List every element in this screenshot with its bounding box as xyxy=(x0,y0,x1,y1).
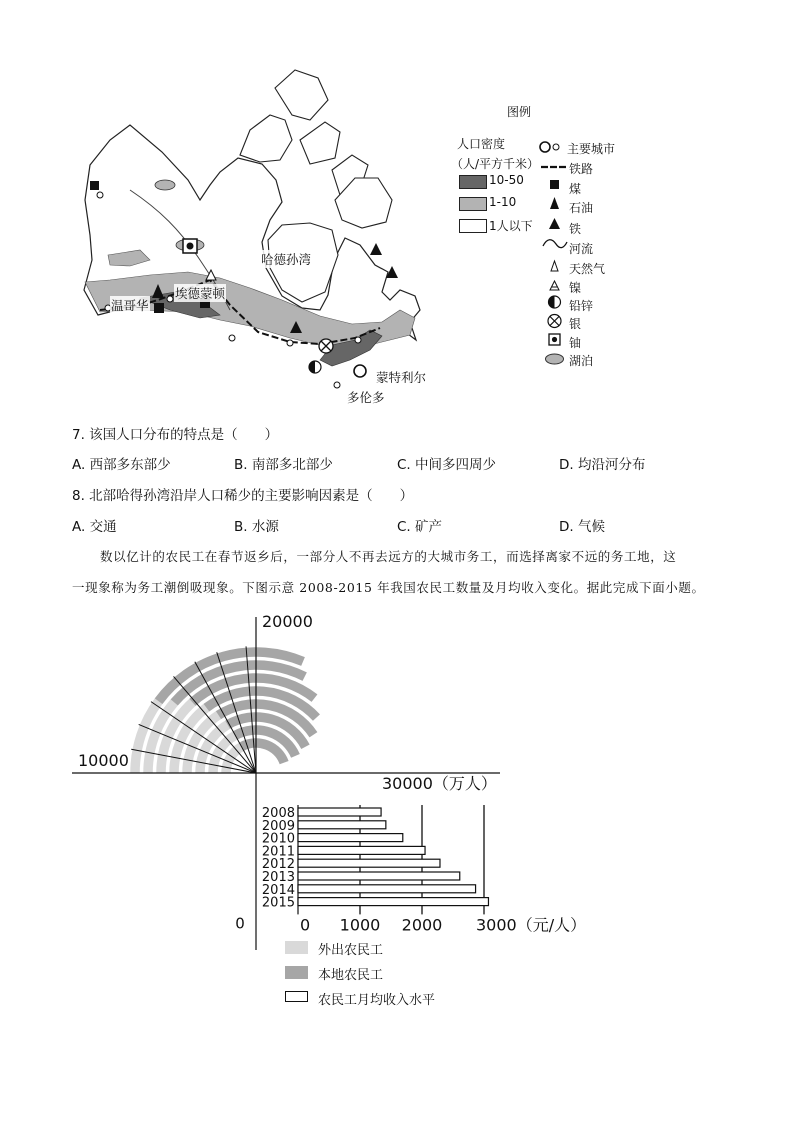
label-hudson-bay: 哈德孙湾 xyxy=(261,252,312,267)
question-7-option-c[interactable]: C. 中间多四周少 xyxy=(397,457,497,473)
passage-line-1: 数以亿计的农民工在春节返乡后，一部分人不再去远方的大城市务工，而选择离家不远的务工地，这 xyxy=(100,549,677,564)
question-7-option-a[interactable]: A. 西部多东部少 xyxy=(72,457,171,473)
year-label-2010: 2010 xyxy=(261,831,295,847)
year-label-2014: 2014 xyxy=(261,882,295,898)
arctic-island-3 xyxy=(300,122,340,164)
density-unit: （人/平方千米） xyxy=(451,157,540,171)
density-label-medium: 1-10 xyxy=(489,195,517,209)
year-label-2008: 2008 xyxy=(261,806,295,821)
iron-symbol xyxy=(370,243,382,255)
chart-legend-outgoing-label: 外出农民工 xyxy=(318,943,384,958)
count-tick-30000: 30000（万人） xyxy=(382,774,497,793)
legend-symbols xyxy=(539,138,569,368)
legend-city-label: 主要城市 xyxy=(567,142,616,156)
count-tick-20000: 20000 xyxy=(262,612,313,631)
label-vancouver: 温哥华 xyxy=(111,298,149,313)
density-swatch-medium xyxy=(459,197,487,211)
arctic-island-2 xyxy=(275,70,328,120)
year-label-2009: 2009 xyxy=(261,818,295,834)
income-bar-2015 xyxy=(298,898,488,906)
label-montreal: 蒙特利尔 xyxy=(376,370,427,385)
legend-city-icon xyxy=(553,144,559,150)
income-bar-2009 xyxy=(298,821,386,829)
density-label-dense: 10-50 xyxy=(489,173,524,187)
question-7-option-b[interactable]: B. 南部多北部少 xyxy=(234,457,333,473)
income-tick-0: 0 xyxy=(300,915,311,935)
question-8-option-c[interactable]: C. 矿产 xyxy=(397,519,443,535)
chart-legend-local-swatch xyxy=(285,966,308,979)
income-bar-2012 xyxy=(298,859,440,867)
chart-legend-local-label: 本地农民工 xyxy=(318,968,384,983)
migrant-worker-chart xyxy=(60,605,620,950)
question-7-stem: 7. 该国人口分布的特点是（ ） xyxy=(72,427,279,443)
question-8-option-a[interactable]: A. 交通 xyxy=(72,519,117,535)
legend-river-label: 河流 xyxy=(569,242,594,256)
map-svg xyxy=(70,60,450,420)
lake xyxy=(155,180,175,190)
map-legend xyxy=(451,100,655,380)
count-tick-10000: 10000 xyxy=(78,751,129,770)
income-tick-2000: 2000 xyxy=(401,915,443,935)
density-title: 人口密度 xyxy=(457,137,506,151)
legend-railway-label: 铁路 xyxy=(569,162,594,176)
legend-iron-icon xyxy=(549,218,560,229)
legend-uranium-icon-dot xyxy=(552,337,557,342)
income-tick-1000: 1000 xyxy=(339,915,381,935)
major-city-symbol xyxy=(354,365,366,377)
legend-river-icon xyxy=(543,240,567,248)
legend-coal-label: 煤 xyxy=(569,182,582,196)
income-bar-2010 xyxy=(298,834,403,842)
question-8-option-b[interactable]: B. 水源 xyxy=(234,519,279,535)
coal-symbol xyxy=(90,181,99,190)
origin-label: 0 xyxy=(235,914,245,933)
legend-gas-label: 天然气 xyxy=(569,262,606,276)
coal-symbol xyxy=(154,303,164,313)
density-swatch-dense xyxy=(459,175,487,189)
label-toronto: 多伦多 xyxy=(347,390,385,405)
question-7-option-d[interactable]: D. 均沿河分布 xyxy=(559,457,646,473)
density-swatch-sparse xyxy=(459,219,487,233)
legend-leadzinc-label: 铅锌 xyxy=(569,299,594,313)
passage-line-2: 一现象称为务工潮倒吸现象。下图示意 2008-2015 年我国农民工数量及月均收入变化。据此完成下面小题。 xyxy=(72,580,705,595)
year-label-2013: 2013 xyxy=(261,870,295,885)
income-bar-2014 xyxy=(298,885,476,893)
chart-legend-income-swatch xyxy=(285,991,308,1002)
income-bar-2013 xyxy=(298,872,460,880)
legend-iron-label: 铁 xyxy=(569,222,582,236)
city-symbol xyxy=(287,340,293,346)
question-8-stem: 8. 北部哈得孙湾沿岸人口稀少的主要影响因素是（ ） xyxy=(72,488,414,504)
legend-leadzinc-icon-half xyxy=(549,296,555,308)
legend-gas-icon xyxy=(551,261,558,271)
city-symbol xyxy=(334,382,340,388)
chart-legend-outgoing-swatch xyxy=(285,941,308,954)
legend-oil-icon xyxy=(550,197,559,209)
income-bar-2011 xyxy=(298,846,425,854)
year-label-2015: 2015 xyxy=(261,895,295,911)
legend-major-city-icon xyxy=(540,142,550,152)
year-label-2012: 2012 xyxy=(261,857,295,873)
legend-title: 图例 xyxy=(507,105,532,119)
legend-oil-label: 石油 xyxy=(569,201,594,215)
city-symbol xyxy=(229,335,235,341)
legend-coal-icon xyxy=(550,180,559,189)
legend-lake-icon xyxy=(546,354,564,364)
label-edmonton: 埃德蒙顿 xyxy=(175,286,226,301)
question-8-option-d[interactable]: D. 气候 xyxy=(559,519,605,535)
legend-nickel-label: 镍 xyxy=(569,281,582,295)
chart-legend-income-label: 农民工月均收入水平 xyxy=(318,993,436,1008)
uranium-symbol-dot xyxy=(187,243,194,250)
city-symbol xyxy=(167,296,173,302)
city-symbol xyxy=(97,192,103,198)
year-label-2011: 2011 xyxy=(261,844,295,860)
income-tick-3000: 3000（元/人） xyxy=(476,915,587,935)
legend-uranium-label: 铀 xyxy=(569,336,582,350)
legend-nickel-icon xyxy=(550,281,559,290)
city-symbol xyxy=(355,337,361,343)
canada-map xyxy=(70,60,450,420)
leadzinc-symbol-half xyxy=(309,361,315,373)
density-label-sparse: 1人以下 xyxy=(489,219,533,233)
arctic-island-1 xyxy=(240,115,292,162)
income-bar-2008 xyxy=(298,808,381,816)
legend-silver-label: 银 xyxy=(569,317,582,331)
legend-lake-label: 湖泊 xyxy=(569,354,594,368)
